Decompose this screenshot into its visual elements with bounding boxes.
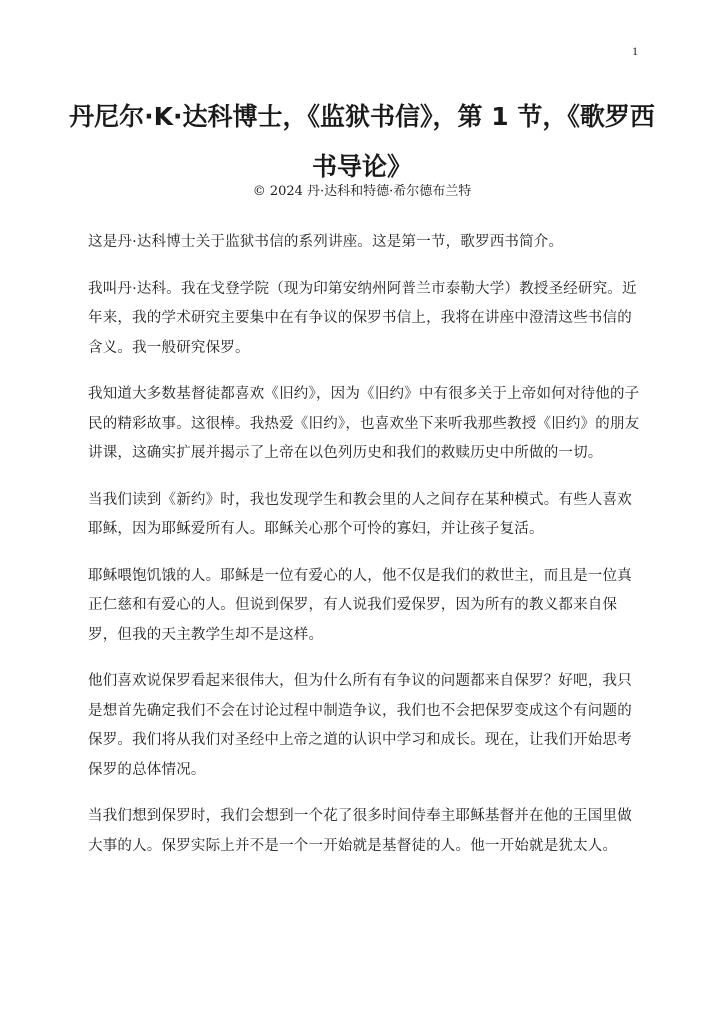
paragraph: 耶稣喂饱饥饿的人。耶稣是一位有爱心的人，他不仅是我们的救世主，而且是一位真正仁慈和有爱心的人。但说到保罗，有人说我们爱保罗，因为所有的教义都来自保罗，但我的天主教学生却不是这样。 bbox=[88, 567, 632, 643]
paragraph: 我叫丹·达科。我在戈登学院（现为印第安纳州阿普兰市泰勒大学）教授圣经研究。近年来，我的学术研究主要集中在有争议的保罗书信上，我将在讲座中澄清这些书信的含义。我一般研究保罗。 bbox=[88, 280, 637, 356]
paragraph: 我知道大多数基督徒都喜欢《旧约》，因为《旧约》中有很多关于上帝如何对待他的子民的精彩故事。这很棒。我热爱《旧约》，也喜欢坐下来听我那些教授《旧约》的朋友讲课，这确实扩展并揭示了上帝在以色列历史和我们的救赎历史中所做的一切。 bbox=[88, 386, 640, 461]
page-title: 丹尼尔·K·达科博士，《监狱书信》，第 1 节，《歌罗西书导论》 bbox=[69, 102, 655, 181]
document-body bbox=[88, 228, 640, 878]
paragraph: 这是丹·达科博士关于监狱书信的系列讲座。这是第一节，歌罗西书简介。 bbox=[88, 234, 564, 250]
paragraph: 当我们读到《新约》时，我也发现学生和教会里的人之间存在某种模式。有些人喜欢耶稣，因为耶稣爱所有人。耶稣关心那个可怜的寡妇，并让孩子复活。 bbox=[88, 491, 632, 537]
page-number: 1 bbox=[632, 44, 638, 58]
copyright-line: © 2024 丹·达科和特德·希尔德布兰特 bbox=[252, 184, 472, 199]
paragraph: 他们喜欢说保罗看起来很伟大，但为什么所有有争议的问题都来自保罗？好吧，我只是想首先确定我们不会在讨论过程中制造争议，我们也不会把保罗变成这个有问题的保罗。我们将从我们对圣经中上帝之道的认识中学习和成长。现在，让我们开始思考保罗的总体情况。 bbox=[88, 673, 632, 778]
paragraph: 当我们想到保罗时，我们会想到一个花了很多时间侍奉主耶稣基督并在他的王国里做大事的人。保罗实际上并不是一个一开始就是基督徒的人。他一开始就是犹太人。 bbox=[88, 808, 632, 854]
